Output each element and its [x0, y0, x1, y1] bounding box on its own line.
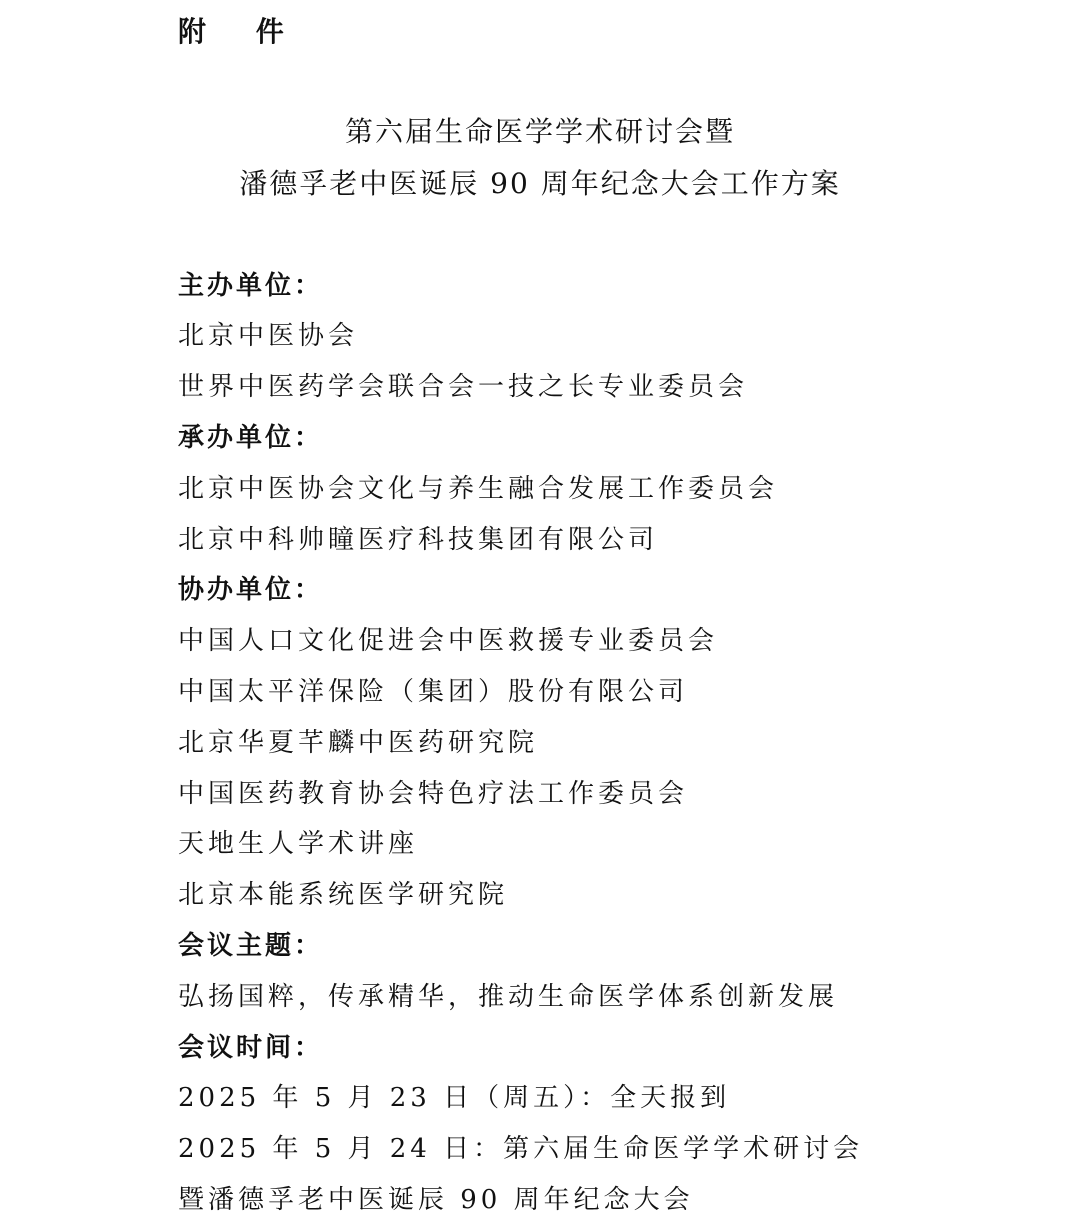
attachment-label: 附 件	[178, 15, 304, 48]
co-organizer-item: 北京本能系统医学研究院	[178, 880, 509, 910]
co-organizer-item: 天地生人学术讲座	[178, 829, 419, 859]
time-heading: 会议时间：	[178, 1033, 324, 1063]
undertakers-heading: 承办单位：	[178, 423, 324, 453]
time-item: 2025 年 5 月 24 日：第六届生命医学学术研讨会	[178, 1134, 864, 1164]
organizer-item: 世界中医药学会联合会一技之长专业委员会	[178, 372, 749, 402]
theme-item: 弘扬国粹，传承精华，推动生命医学体系创新发展	[178, 982, 839, 1012]
organizers-heading: 主办单位：	[178, 271, 324, 301]
time-item: 2025 年 5 月 23 日（周五）：全天报到	[178, 1083, 731, 1113]
co-organizer-item: 中国医药教育协会特色疗法工作委员会	[178, 779, 689, 809]
undertaker-item: 北京中医协会文化与养生融合发展工作委员会	[178, 474, 779, 504]
co-organizer-item: 中国太平洋保险（集团）股份有限公司	[178, 677, 689, 707]
document-title-line-1: 第六届生命医学学术研讨会暨	[344, 115, 735, 148]
theme-heading: 会议主题：	[178, 931, 324, 961]
co-organizers-heading: 协办单位：	[178, 575, 324, 605]
document-title-line-2: 潘德孚老中医诞辰 90 周年纪念大会工作方案	[239, 167, 841, 200]
undertaker-item: 北京中科帅瞳医疗科技集团有限公司	[178, 525, 659, 555]
co-organizer-item: 北京华夏芊麟中医药研究院	[178, 728, 539, 758]
co-organizer-item: 中国人口文化促进会中医救援专业委员会	[178, 626, 719, 656]
time-item: 暨潘德孚老中医诞辰 90 周年纪念大会	[178, 1185, 694, 1215]
organizer-item: 北京中医协会	[178, 321, 359, 351]
